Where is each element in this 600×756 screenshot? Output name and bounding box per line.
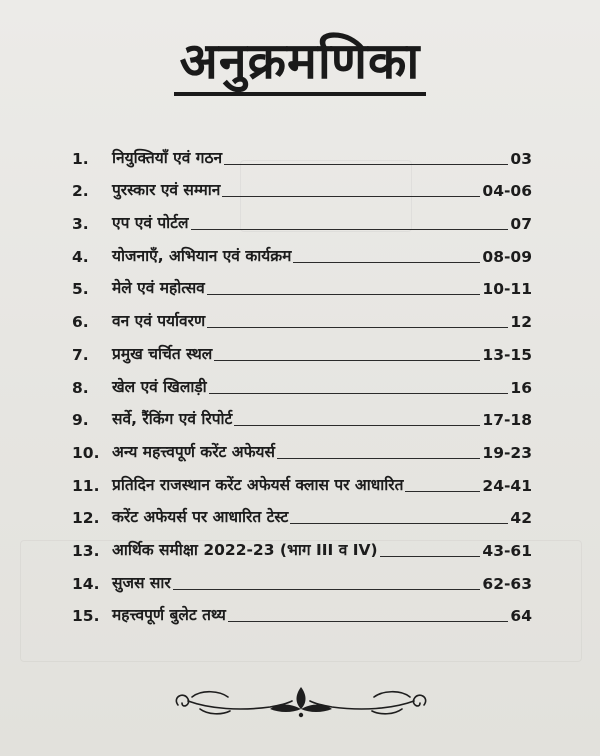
- toc-row: [72, 566, 532, 599]
- toc-entry: [112, 178, 532, 206]
- toc-entry-number: 15.: [72, 607, 100, 626]
- toc-entry-page-number: 08-09: [482, 247, 532, 266]
- toc-entry: [112, 276, 532, 304]
- dot-leader-line: [293, 262, 480, 263]
- toc-row: [72, 141, 532, 174]
- toc-entry-page-number: 64: [510, 607, 532, 626]
- toc-entry-label: प्रतिदिन राजस्थान करेंट अफेयर्स क्लास पर आधारित: [112, 475, 404, 494]
- toc-entry-page-number: 04-06: [482, 182, 532, 201]
- toc-entry: [112, 603, 532, 631]
- toc-entry-page-number: 16: [510, 378, 532, 397]
- toc-row: [72, 435, 532, 468]
- toc-entry-page-number: 07: [510, 215, 532, 234]
- toc-entry-page-number: 42: [510, 509, 532, 528]
- toc-entry-number: 11.: [72, 476, 100, 495]
- toc-entry-label: नियुक्तियाँ एवं गठन: [112, 148, 223, 167]
- toc-entry-number: 13.: [72, 541, 100, 560]
- toc-entry-number: 14.: [72, 574, 100, 593]
- toc-entry-label: पुरस्कार एवं सम्मान: [112, 181, 221, 200]
- dot-leader-line: [207, 294, 481, 295]
- toc-entry: [112, 440, 532, 468]
- toc-entry: [112, 407, 532, 435]
- toc-entry-number: 5.: [72, 280, 89, 299]
- toc-row: [72, 501, 532, 534]
- toc-row: [72, 174, 532, 207]
- toc-entry-number: 8.: [72, 378, 89, 397]
- dot-leader-line: [380, 556, 481, 557]
- dot-leader-line: [207, 327, 508, 328]
- toc-entry-number: 1.: [72, 149, 89, 168]
- toc-entry: [112, 375, 532, 403]
- toc-row: [72, 599, 532, 632]
- toc-row: [72, 272, 532, 305]
- toc-entry-number: 12.: [72, 509, 100, 528]
- toc-entry-number: 7.: [72, 345, 89, 364]
- dot-leader-line: [214, 360, 480, 361]
- toc-entry: [112, 538, 532, 566]
- decorative-divider-ornament: [170, 683, 432, 723]
- toc-entry-label: मेले एवं महोत्सव: [112, 279, 205, 298]
- toc-entry-page-number: 13-15: [482, 345, 532, 364]
- toc-entry-page-number: 10-11: [482, 280, 532, 299]
- toc-row: [72, 337, 532, 370]
- toc-entry-number: 4.: [72, 247, 89, 266]
- dot-leader-line: [405, 491, 480, 492]
- toc-row: [72, 468, 532, 501]
- toc-entry: [112, 146, 532, 174]
- toc-entry-label: महत्त्वपूर्ण बुलेट तथ्य: [112, 606, 226, 625]
- toc-row: [72, 304, 532, 337]
- toc-entry-label: खेल एवं खिलाड़ी: [112, 377, 207, 396]
- toc-entry-label: आर्थिक समीक्षा 2022-23 (भाग III व IV): [112, 540, 378, 559]
- toc-row: [72, 239, 532, 272]
- dot-leader-line: [224, 164, 508, 165]
- dot-leader-line: [234, 425, 480, 426]
- page-title: अनुक्रमणिका: [174, 30, 427, 96]
- dot-leader-line: [277, 458, 480, 459]
- toc-row: [72, 403, 532, 436]
- toc-entry: [112, 309, 532, 337]
- dot-leader-line: [222, 196, 480, 197]
- dot-leader-line: [173, 589, 481, 590]
- toc-entry-page-number: 19-23: [482, 443, 532, 462]
- toc-entry-number: 2.: [72, 182, 89, 201]
- toc-row: [72, 370, 532, 403]
- toc-row: [72, 206, 532, 239]
- toc-entry-number: 3.: [72, 215, 89, 234]
- toc-entry-number: 10.: [72, 443, 100, 462]
- toc-row: [72, 533, 532, 566]
- dot-leader-line: [290, 523, 508, 524]
- toc-entry-page-number: 12: [510, 313, 532, 332]
- toc-entry-label: वन एवं पर्यावरण: [112, 312, 206, 331]
- toc-entry-label: सुजस सार: [112, 573, 171, 592]
- toc-entry-page-number: 03: [510, 149, 532, 168]
- toc-entry: [112, 211, 532, 239]
- toc-entry-page-number: 24-41: [482, 476, 532, 495]
- toc-entry: [112, 244, 532, 272]
- title-block: [0, 30, 600, 96]
- toc-entry: [112, 473, 532, 501]
- table-of-contents: [72, 141, 532, 631]
- toc-entry-label: अन्य महत्त्वपूर्ण करेंट अफेयर्स: [112, 442, 276, 461]
- dot-leader-line: [191, 229, 509, 230]
- toc-entry-page-number: 17-18: [482, 411, 532, 430]
- toc-entry-page-number: 43-61: [482, 541, 532, 560]
- toc-entry: [112, 571, 532, 599]
- toc-entry-label: एप एवं पोर्टल: [112, 214, 189, 233]
- dot-leader-line: [209, 393, 509, 394]
- toc-entry-number: 9.: [72, 411, 89, 430]
- toc-entry-label: योजनाएँ, अभियान एवं कार्यक्रम: [112, 246, 292, 265]
- toc-entry: [112, 342, 532, 370]
- toc-entry-number: 6.: [72, 313, 89, 332]
- toc-entry-label: करेंट अफेयर्स पर आधारित टेस्ट: [112, 508, 289, 527]
- toc-entry: [112, 505, 532, 533]
- toc-entry-page-number: 62-63: [482, 574, 532, 593]
- toc-entry-label: सर्वे, रैंकिंग एवं रिपोर्ट: [112, 410, 233, 429]
- toc-entry-label: प्रमुख चर्चित स्थल: [112, 344, 213, 363]
- dot-leader-line: [228, 621, 509, 622]
